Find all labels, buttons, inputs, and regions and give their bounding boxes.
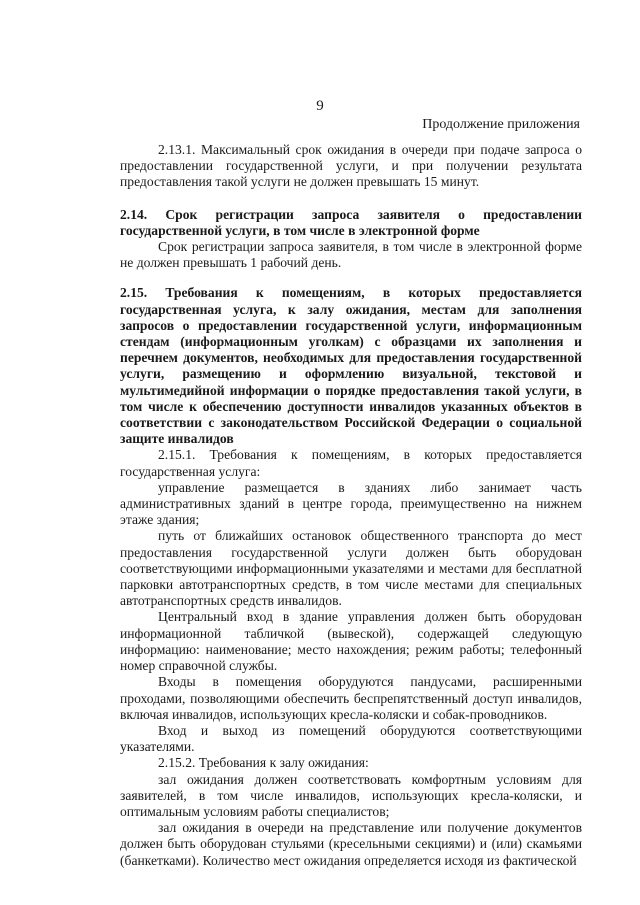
paragraph-2-15-1: 2.15.1. Требования к помещениям, в которых предоставляется государственная услуга: [120,447,582,479]
heading-2-14: 2.14. Срок регистрации запроса заявителя о предоставлении государственной услуги, в том числе в электронной форме [120,206,582,238]
paragraph-2-14: Срок регистрации запроса заявителя, в том числе в электронной форме не должен превышать 1 рабочий день. [120,239,582,271]
paragraph-path: путь от ближайших остановок общественного транспорта до мест предоставления государственной услуги должен быть оборудован соответствующими информационными указателями и местами для бесплатной парковки автотранспортных средств, в том числе местами для специальных автотранспортных средств инвалидов. [120,528,582,609]
paragraph-ramps: Входы в помещения оборудуются пандусами, расширенными проходами, позволяющими обеспечить беспрепятственный доступ инвалидов, включая инвалидов, использующих кресла-коляски и собак-проводников. [120,674,582,722]
paragraph-location: управление размещается в зданиях либо занимает часть административных зданий в центре города, преимущественно на нижнем этаже здания; [120,479,582,528]
paragraph-seating: зал ожидания в очереди на представление или получение документов должен быть оборудован стульями (кресельными секциями) и (или) скамьями (банкетками). Количество мест ожидания определяется исходя из фактической [120,820,582,868]
continuation-label: Продолжение приложения [422,117,580,132]
paragraph-2-15-2: 2.15.2. Требования к залу ожидания: [158,755,369,771]
paragraph-signs: Вход и выход из помещений оборудуются соответствующими указателями. [120,722,582,755]
paragraph-2-13-1: 2.13.1. Максимальный срок ожидания в очереди при подаче запроса о предоставлении государственной услуги, и при получении результата предоставления такой услуги не должен превышать 15 минут. [120,142,582,190]
heading-2-15: 2.15. Требования к помещениям, в которых предоставляется государственная услуга, к залу ожидания, местам для заполнения запросов о предоставлении государственной услуги, информационным стендам (информационным уголкам) с образцами их заполнения и перечнем документов, необходимых для предоставления государственной услуги, размещению и оформлению визуальной, текстовой и мультимедийной информации о порядке предоставления такой услуги, в том числе к обеспечению доступности инвалидов указанных объектов в соответствии с законодательством Российской Федерации о социальной защите инвалидов [120,285,582,447]
page-number: 9 [316,98,324,114]
paragraph-waiting-hall: зал ожидания должен соответствовать комфортным условиям для заявителей, в том числе инвалидов, использующих кресла-коляски, и оптимальным условиям работы специалистов; [120,771,582,819]
document-body [120,142,582,869]
paragraph-entrance: Центральный вход в здание управления должен быть оборудован информационной табличкой (вывеской), содержащей следующую информацию: наименование; место нахождения; режим работы; телефонный номер справочной службы. [120,609,582,674]
